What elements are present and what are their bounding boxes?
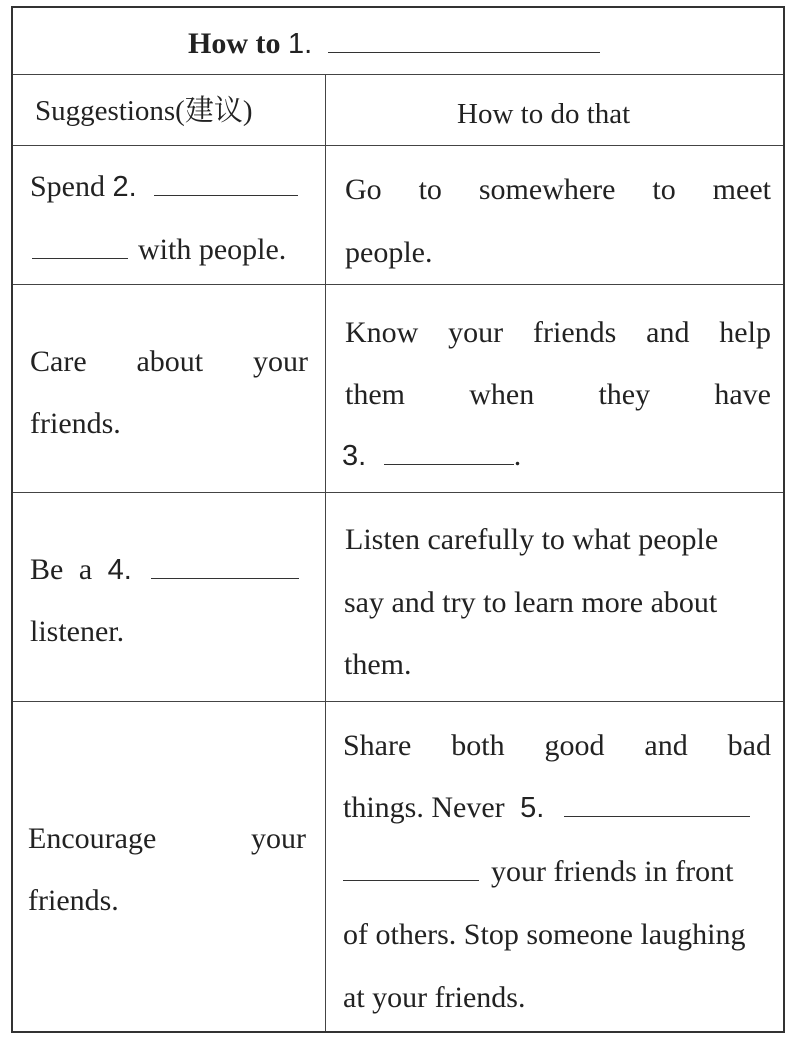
column-divider (325, 74, 326, 1031)
row1-suggestion-line2: with people. (32, 235, 286, 265)
row1-how-line1: Go to somewhere to meet (345, 173, 771, 206)
answer-blank-2a[interactable] (154, 194, 298, 196)
title-prefix: How to (188, 27, 281, 60)
answer-blank-5a[interactable] (564, 815, 750, 817)
column-header-how: How to do that (457, 98, 631, 130)
row2-suggestion-line1: Care about your (30, 345, 308, 378)
blank-number-1: 1 (288, 28, 305, 60)
row3-how-line1: Listen carefully to what people (345, 523, 719, 556)
row2-how-line3: 3. . (342, 439, 522, 472)
blank-number-5: 5 (520, 792, 537, 824)
answer-blank-4[interactable] (151, 577, 299, 579)
row4-how-line1: Share both good and bad (343, 729, 771, 762)
blank-number-3: 3 (342, 440, 359, 472)
answer-blank-1[interactable] (328, 51, 600, 53)
answer-blank-2b[interactable] (32, 257, 128, 259)
row4-how-line2: things. Never 5. (343, 793, 750, 823)
header-divider (13, 74, 783, 75)
row2-how-line1: Know your friends and help (345, 316, 771, 349)
worksheet-table (11, 6, 785, 1033)
row1-suggestion-line1: Spend 2. (30, 172, 298, 202)
row3-how-line2: say and try to learn more about (344, 586, 718, 619)
row4-how-line4: of others. Stop someone laughing (343, 918, 746, 951)
answer-blank-5b[interactable] (343, 879, 479, 881)
row3-suggestion-line2: listener. (30, 615, 125, 648)
row4-suggestion-line1: Encourage your (28, 822, 306, 855)
blank-number-4: 4 (107, 554, 124, 586)
row-divider-3 (13, 701, 783, 702)
row2-how-line2: them when they have (345, 378, 771, 411)
column-header-suggestions: Suggestions(建议) (35, 95, 253, 127)
row4-how-line5: at your friends. (343, 981, 526, 1014)
row3-how-line3: them. (344, 648, 412, 681)
row-divider-2 (13, 492, 783, 493)
row4-suggestion-line2: friends. (28, 884, 119, 917)
row3-suggestion-line1: Be a 4. (30, 555, 299, 585)
row4-how-line3: your friends in front (343, 857, 733, 887)
row1-how-line2: people. (345, 236, 433, 269)
table-title (188, 29, 600, 59)
blank-number-2: 2 (112, 171, 129, 203)
row-divider-1 (13, 284, 783, 285)
column-header-divider (13, 145, 783, 146)
answer-blank-3[interactable] (384, 463, 514, 465)
blank-dot-1: . (304, 28, 313, 60)
row2-suggestion-line2: friends. (30, 407, 121, 440)
